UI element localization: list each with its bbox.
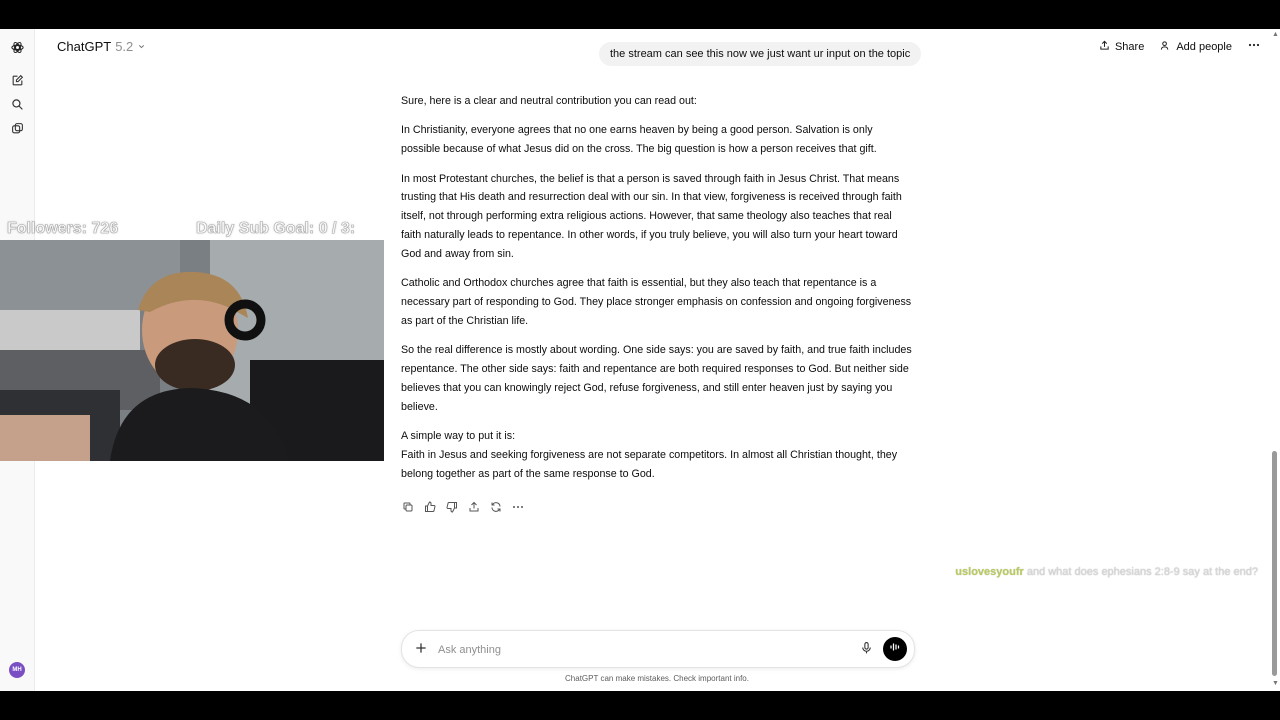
plus-icon[interactable] bbox=[414, 641, 428, 660]
scroll-down-icon[interactable]: ▼ bbox=[1272, 680, 1279, 687]
voice-mode-icon bbox=[889, 640, 901, 658]
library-icon[interactable] bbox=[9, 120, 25, 136]
regenerate-icon[interactable] bbox=[488, 499, 503, 514]
closing-line-2: Faith in Jesus and seeking forgiveness are not separate competitors. In almost all Christian thought, they belong together as part of the same response to God. bbox=[401, 448, 898, 480]
answer-paragraph: Catholic and Orthodox churches agree that faith is essential, but they also teach that repentance is a necessary part of responding to God. They place stronger emphasis on confession and ongoing forgiveness as part of the Christian life. bbox=[401, 277, 912, 327]
model-selector[interactable] bbox=[57, 39, 146, 54]
model-name: ChatGPT bbox=[57, 39, 112, 54]
answer-paragraph: Sure, here is a clear and neutral contribution you can read out: bbox=[401, 95, 697, 107]
sub-goal: Daily Sub Goal: 0 / 3: bbox=[196, 220, 356, 237]
answer-paragraph: In most Protestant churches, the belief is that a person is saved through faith in Jesus Christ. That means trusting that His death and resurrection deal with our sin. In that view, forgiveness is received through faith itself, not through performing extra religious actions. However, that same theology also teaches that real faith naturally leads to repentance. In other words, if you truly believe, you will also turn your heart toward God and away from sin. bbox=[401, 172, 902, 260]
model-version: 5.2 bbox=[115, 39, 134, 54]
new-chat-icon[interactable] bbox=[9, 72, 25, 88]
scroll-thumb[interactable] bbox=[1272, 451, 1277, 676]
openai-logo-icon[interactable] bbox=[9, 39, 25, 55]
answer-paragraph: So the real difference is mostly about wording. One side says: you are saved by faith, and true faith includes repentance. The other side says: faith and repentance are both required responses to God. But neither side believes that you can knowingly reject God, refuse forgiveness, and still enter heaven just by saying you believe. bbox=[401, 344, 912, 413]
avatar[interactable]: MH bbox=[9, 662, 25, 678]
disclaimer: ChatGPT can make mistakes. Check important info. bbox=[565, 674, 749, 683]
copy-icon[interactable] bbox=[400, 499, 415, 514]
search-icon[interactable] bbox=[9, 96, 25, 112]
mic-icon[interactable] bbox=[860, 641, 873, 660]
share-button[interactable] bbox=[1099, 40, 1144, 54]
chevron-down-icon bbox=[137, 39, 146, 54]
stream-chat-message bbox=[955, 566, 1258, 578]
header-actions bbox=[1099, 39, 1260, 54]
closing-line-1: A simple way to put it is: bbox=[401, 429, 516, 442]
answer-paragraph: In Christianity, everyone agrees that no one earns heaven by being a good person. Salvation is only possible because of what Jesus did on the cross. The big question is how a person receives that gift. bbox=[401, 124, 877, 156]
voice-mode-button[interactable] bbox=[883, 637, 907, 661]
webcam-feed bbox=[0, 240, 384, 461]
more-icon[interactable] bbox=[510, 499, 525, 514]
assistant-answer bbox=[401, 92, 913, 494]
more-options-button[interactable] bbox=[1248, 39, 1260, 54]
message-actions bbox=[400, 499, 525, 514]
thumbs-up-icon[interactable] bbox=[422, 499, 437, 514]
composer bbox=[401, 630, 915, 668]
export-icon[interactable] bbox=[466, 499, 481, 514]
chat-username: uslovesyoufr bbox=[955, 566, 1024, 578]
add-people-label: Add people bbox=[1176, 40, 1232, 53]
scrollbar[interactable] bbox=[1270, 29, 1280, 691]
chat-text: and what does ephesians 2:8-9 say at the end? bbox=[1026, 566, 1258, 578]
answer-closing bbox=[401, 427, 913, 483]
add-people-button[interactable] bbox=[1160, 40, 1232, 54]
user-message-bubble: the stream can see this now we just want ur input on the topic bbox=[599, 42, 921, 66]
followers-counter: Followers: 726 bbox=[7, 220, 119, 237]
more-icon bbox=[1248, 39, 1260, 54]
add-person-icon bbox=[1160, 40, 1171, 54]
ask-input[interactable] bbox=[436, 640, 830, 660]
thumbs-down-icon[interactable] bbox=[444, 499, 459, 514]
share-label: Share bbox=[1114, 40, 1145, 53]
scroll-up-icon[interactable]: ▲ bbox=[1272, 31, 1279, 38]
share-icon bbox=[1099, 40, 1110, 54]
